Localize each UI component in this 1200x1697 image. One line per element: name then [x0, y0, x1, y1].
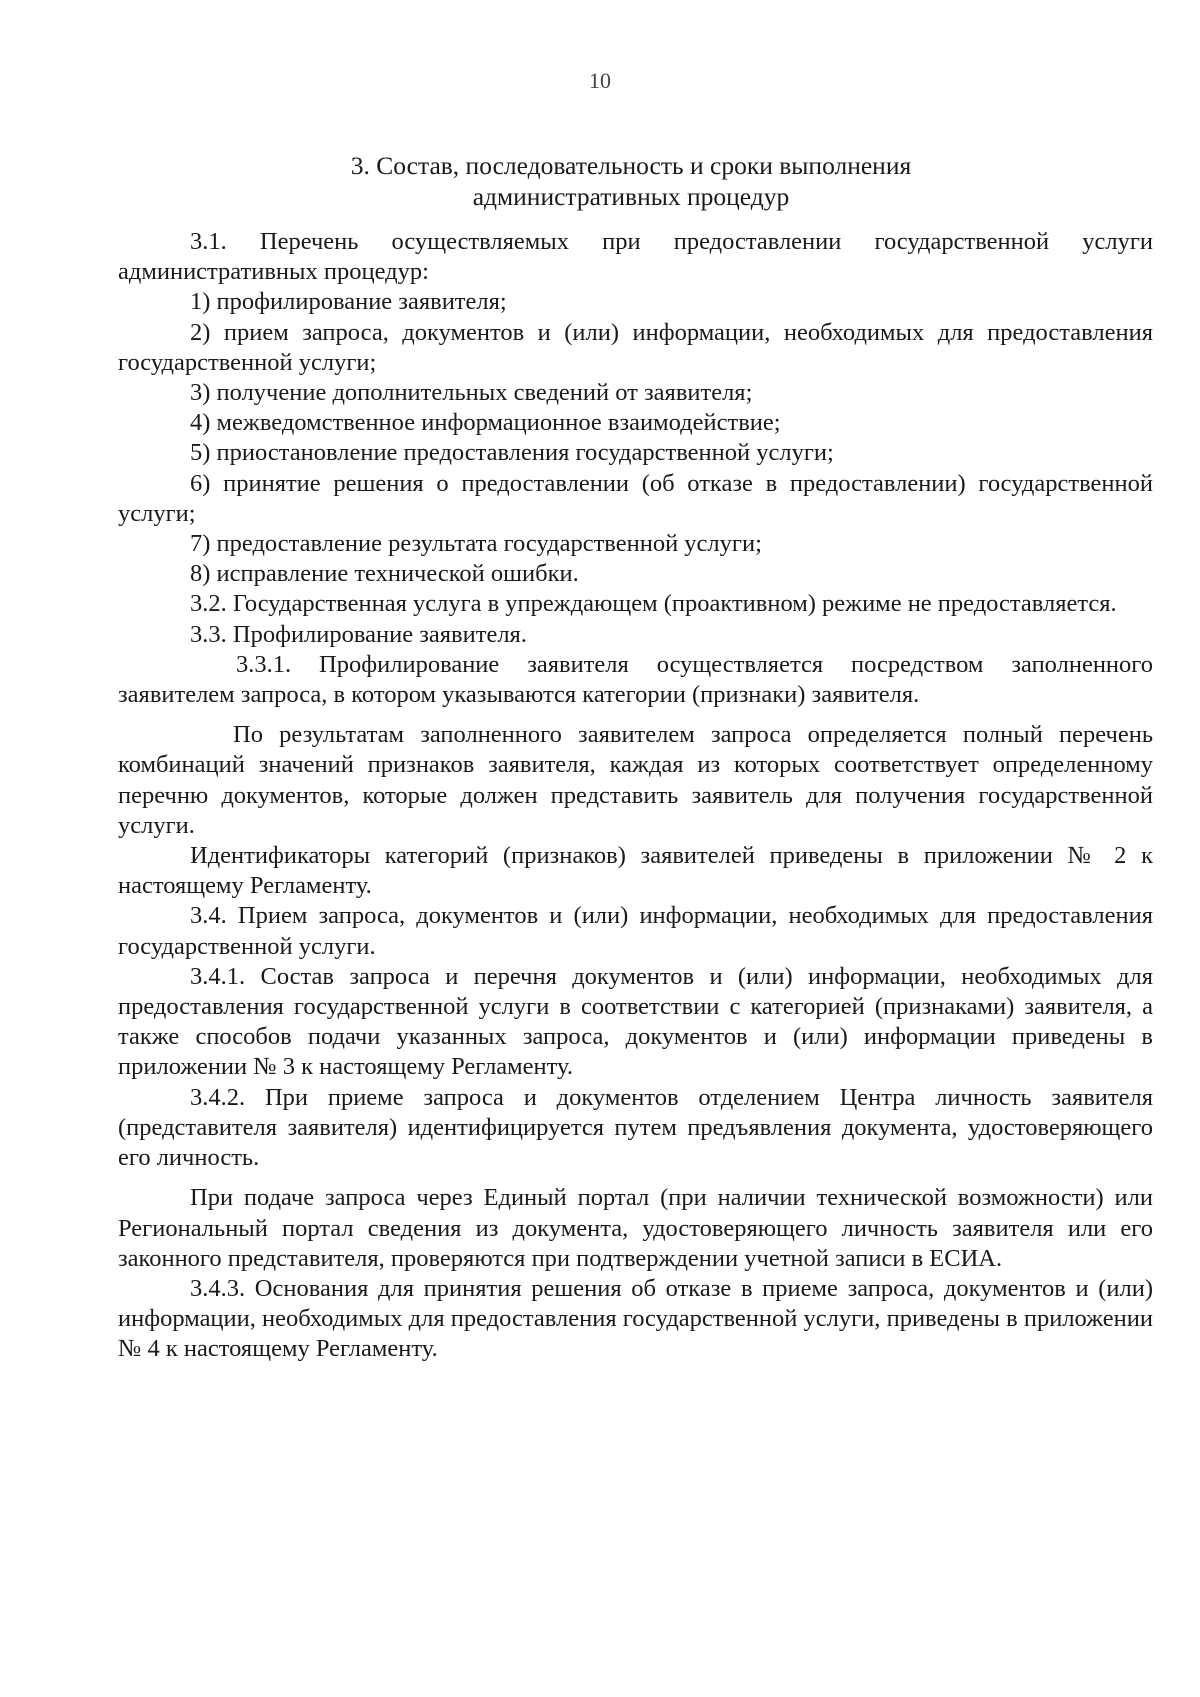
paragraph-3-3-1: 3.3.1. Профилирование заявителя осуществляется посредством заполненного заявителем запроса, в котором указываются категории (признаки) заявителя.: [118, 650, 1153, 709]
section-heading-line-1: 3. Состав, последовательность и сроки выполнения: [350, 151, 912, 180]
list-item-2: 2) прием запроса, документов и (или) информации, необходимых для предоставления государственной услуги;: [118, 318, 1153, 376]
paragraph-3-4-1: 3.4.1. Состав запроса и перечня документов и (или) информации, необходимых для предоставления государственной услуги в соответствии с категорией (признаками) заявителя, а также способов подачи указанных запроса, документов и (или) информации приведены в приложении № 3 к настоящему Регламенту.: [118, 962, 1153, 1081]
section-heading: [0, 150, 1200, 212]
paragraph-3-2: 3.2. Государственная услуга в упреждающем (проактивном) режиме не предоставляется.: [190, 590, 1117, 618]
list-item-8: 8) исправление технической ошибки.: [190, 560, 579, 588]
list-item-5: 5) приостановление предоставления государственной услуги;: [190, 439, 834, 467]
paragraph-single-portal: При подаче запроса через Единый портал (при наличии технической возможности) или Региональный портал сведения из документа, удостоверяющего личность заявителя или его законного представителя, проверяются при подтверждении учетной записи в ЕСИА.: [118, 1184, 1153, 1272]
page-number: 10: [589, 68, 611, 93]
document-body: [118, 227, 1153, 1365]
list-item-3: 3) получение дополнительных сведений от заявителя;: [190, 379, 753, 407]
paragraph-identifiers: Идентификаторы категорий (признаков) заявителей приведены в приложении № 2 к настоящему Регламенту.: [118, 842, 1153, 900]
paragraph-3-4: 3.4. Прием запроса, документов и (или) информации, необходимых для предоставления государственной услуги.: [118, 902, 1153, 960]
section-heading-line-2: административных процедур: [472, 182, 790, 211]
paragraph-3-4-3: 3.4.3. Основания для принятия решения об отказе в приеме запроса, документов и (или) информации, необходимых для предоставления государственной услуги, приведены в приложении № 4 к настоящему Регламенту.: [118, 1274, 1153, 1363]
list-item-4: 4) межведомственное информационное взаимодействие;: [190, 409, 781, 437]
paragraph-3-4-2: 3.4.2. При приеме запроса и документов отделением Центра личность заявителя (представителя заявителя) идентифицируется путем предъявления документа, удостоверяющего его личность.: [118, 1083, 1153, 1172]
list-item-1: 1) профилирование заявителя;: [190, 288, 507, 316]
paragraph-profiling-results: По результатам заполненного заявителем запроса определяется полный перечень комбинаций значений признаков заявителя, каждая из которых соответствует определенному перечню документов, которые должен представить заявитель для получения государственной услуги.: [118, 721, 1153, 839]
list-item-6: 6) принятие решения о предоставлении (об отказе в предоставлении) государственной услуги;: [118, 469, 1153, 527]
paragraph-3-1: 3.1. Перечень осуществляемых при предоставлении государственной услуги административных процедур:: [118, 228, 1153, 286]
list-item-7: 7) предоставление результата государственной услуги;: [190, 530, 762, 558]
paragraph-3-3: 3.3. Профилирование заявителя.: [190, 620, 527, 648]
